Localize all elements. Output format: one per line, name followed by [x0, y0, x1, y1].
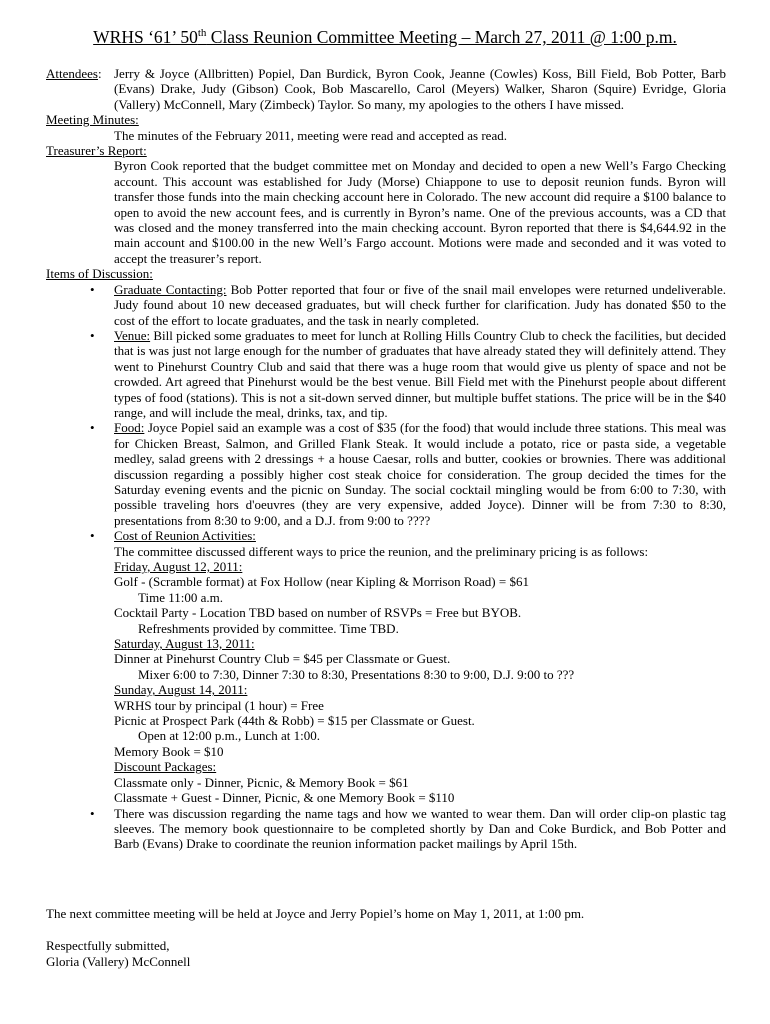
spacer [46, 921, 736, 938]
golf-line: Golf - (Scramble format) at Fox Hollow (near Kipling & Morrison Road) = $61 [114, 574, 529, 590]
bullet-icon: • [90, 327, 95, 343]
name-tags-text: There was discussion regarding the name tags and how we wanted to wear them. Dan will order clip-on plastic tag sleeves. The memory book questionnaire to be completed shortly by Dan and Coke Burdick, and Bob Potter and Barb (Evans) Drake to coordinate the reunion information packet mailings by April 15th. [114, 805, 726, 852]
attendees-label: Attendees: [46, 66, 102, 81]
friday-heading: Friday, August 12, 2011: [114, 559, 243, 574]
dinner-times: Mixer 6:00 to 7:30, Dinner 7:30 to 8:30, Presentations 8:30 to 9:00, D.J. 9:00 to ??? [138, 666, 575, 682]
bullet-icon: • [90, 528, 95, 544]
memory-book-line: Memory Book = $10 [114, 743, 224, 759]
title-superscript: th [197, 27, 207, 40]
picnic-time: Open at 12:00 p.m., Lunch at 1:00. [138, 728, 320, 744]
title-rest: Class Reunion Committee Meeting – March 27, 2011 @ 1:00 p.m. [206, 27, 677, 47]
discussion-heading: Items of Discussion: [46, 266, 153, 282]
minutes-text: The minutes of the February 2011, meeting were read and accepted as read. [114, 127, 507, 143]
treasurer-heading: Treasurer’s Report: [46, 143, 147, 159]
cocktail-note: Refreshments provided by committee. Time TBD. [138, 620, 399, 636]
cocktail-line: Cocktail Party - Location TBD based on number of RSVPs = Free but BYOB. [114, 605, 522, 621]
document-body [46, 66, 726, 852]
minutes-heading: Meeting Minutes: [46, 112, 139, 128]
package-classmate-guest: Classmate + Guest - Dinner, Picnic, & one Memory Book = $110 [114, 790, 455, 806]
cost-intro: The committee discussed different ways to price the reunion, and the preliminary pricing is as follows: [114, 543, 649, 559]
discussion-item-cost [46, 528, 726, 543]
signature-name: Gloria (Vallery) McConnell [46, 953, 191, 969]
golf-time: Time 11:00 a.m. [138, 589, 223, 605]
treasurer-text: Byron Cook reported that the budget committee met on Monday and decided to open a new Well’s Fargo Checking account. This account was established for Judy (Morse) Chiappone to use to deposit reunion funds. Byron will transfer those funds into the main checking account here in Colorado. The new account did require a $100 balance to open to avoid the new account fees, and is currently in Byron’s name. One of the previous accounts, was a CD that was closed and the money transferred into the main checking account. Byron reported that there is $4,644.92 in the main account and $100.00 in the new Well’s Fargo account. Motions were made and seconded and it was voted to accept the treasurer’s report. [114, 158, 726, 266]
closing-line: Respectfully submitted, [46, 938, 170, 954]
packages-heading: Discount Packages: [114, 759, 217, 775]
attendees-section [46, 66, 726, 112]
picnic-line: Picnic at Prospect Park (44th & Robb) = $15 per Classmate or Guest. [114, 713, 475, 729]
venue-label: Venue: [114, 327, 151, 343]
discussion-item-food [46, 420, 726, 528]
discussion-item-name-tags [46, 806, 726, 852]
food-label: Food: [114, 420, 145, 436]
sunday-heading: Sunday, August 14, 2011: [114, 682, 248, 698]
attendees-list: Jerry & Joyce (Allbritten) Popiel, Dan Burdick, Byron Cook, Jeanne (Cowles) Koss, Bill Field, Bob Potter, Barb (Evans) Drake, Judy (Gibson) Cook, Bob Mascarello, Carol (Meyers) Walker, Sharon (Squire) Evridge, Gloria (Vallery) McConnell, Mary (Zimbeck) Taylor. So many, my apologies to the others I have missed. [114, 66, 726, 112]
title-main: WRHS ‘61’ 50 [93, 27, 198, 47]
venue-text: Bill picked some graduates to meet for lunch at Rolling Hills Country Club to check the facilities, but decided that is was just not large enough for the number of graduates that have already stated they will definitely attend. They went to Pinehurst Country Club and said that there was a huge room that would give us plenty of space and not be crowded. Art agreed that Pinehurst would be the best venue. Bill Field met with the Pinehurst people about different types of food (stations). This is not a sit-down served dinner, but multiple buffet stations. The price will be in the $40 range, and will include the meal, drinks, tax, and tip. [114, 327, 726, 420]
graduate-label: Graduate Contacting: [114, 281, 227, 297]
discussion-item-graduate [46, 282, 726, 328]
bullet-icon: • [90, 281, 95, 297]
next-meeting-text: The next committee meeting will be held at Joyce and Jerry Popiel’s home on May 1, 2011, at 1:00 pm. [46, 906, 585, 921]
tour-line: WRHS tour by principal (1 hour) = Free [114, 697, 324, 713]
graduate-text: Bob Potter reported that four or five of the snail mail envelopes were returned undeliverable. Judy found about 10 new deceased graduates, but will check further for clarification. Judy has donated $50 to the cost of the effort to locate graduates, and the task in nearly completed. [114, 281, 726, 328]
document-footer [46, 906, 736, 969]
dinner-line: Dinner at Pinehurst Country Club = $45 per Classmate or Guest. [114, 651, 451, 667]
saturday-heading: Saturday, August 13, 2011: [114, 636, 255, 652]
food-text: Joyce Popiel said an example was a cost of $35 (for the food) that would include three stations. This meal was for Chicken Breast, Salmon, and Grilled Flank Steak. It would include a potato, rice or pasta side, a vegetable medley, salad greens with 2 dressings + a house Caesar, rolls and butter, cookies or brownies. There was additional discussion regarding a possibly higher cost steak choice for consideration. The group decided the times for the Saturday evening events and the picnic on Sunday. The social cocktail mingling would be from 6:00 to 7:30, with possible traveling hors d'oeuvres (they are very expensive, added Joyce). Dinner will be from 7:30 to 8:30, presentations from 8:30 to 9:00, and a D.J. from 9:00 to ???? [114, 420, 726, 528]
cost-label: Cost of Reunion Activities: [114, 528, 256, 544]
package-classmate-only: Classmate only - Dinner, Picnic, & Memory Book = $61 [114, 774, 409, 790]
bullet-icon: • [90, 805, 95, 821]
discussion-item-venue [46, 328, 726, 420]
bullet-icon: • [90, 420, 95, 436]
page-title [0, 26, 770, 48]
